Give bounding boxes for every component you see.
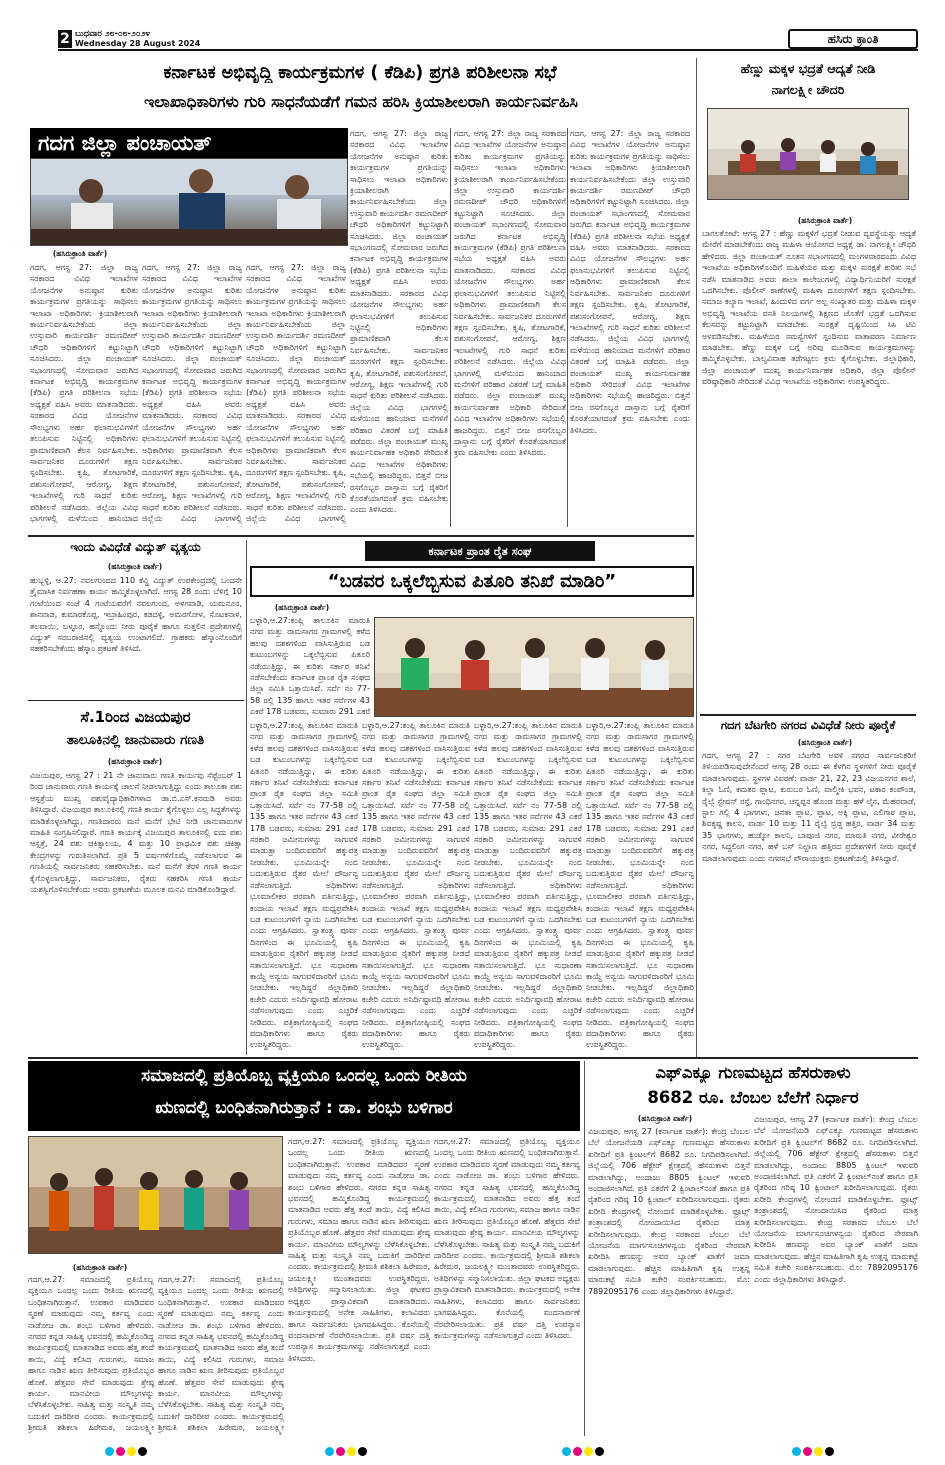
column-rule bbox=[584, 1061, 585, 1436]
section-rule bbox=[28, 1057, 918, 1059]
main-credit: (ಹಸಿರುಕ್ರಾಂತಿ ವಾರ್ತೆ) bbox=[52, 249, 108, 258]
raita-press-meet-photo bbox=[374, 617, 694, 717]
masthead bbox=[58, 29, 918, 51]
registration-marks bbox=[792, 1441, 852, 1460]
census-credit: (ಹಸಿರುಕ್ರಾಂತಿ ವಾರ್ತೆ) bbox=[107, 757, 163, 766]
women-safety-body: ಬಾಗಲಕೋಟೆ: ಆಗಸ್ಟ 27 : ಹೆಣ್ಣು ಮಕ್ಕಳಿಗೆ ಭದ್ರತೆ ನೀಡುವ ವ್ಯವಸ್ಥೆಯನ್ನು ಆದ್ಯತೆ ಮೇರೆಗೆ ಮಾಡಬೇಕೆಂದು ರಾಜ್ಯ ಮಹಿಳಾ ಆಯೋಗದ ಅಧ್ಯಕ್ಷೆ ಡಾ. ನಾಗಲಕ್ಷ್ಮೀ ಚೌಧರಿ ಹೇಳಿದರು. ಜಿಲ್ಲಾ ಪಂಚಾಯತ್ ನೂತನ ಸಭಾಂಗಣದಲ್ಲಿ ಮಂಗಳವಾರದಂದು ವಿವಿಧ ಇಲಾಖೆಯ ಅಧಿಕಾರಿಗಳೊಂದಿಗೆ ಮಹಿಳೆಯರ ಮತ್ತು ಮಕ್ಕಳ ಸುರಕ್ಷತೆ ಕುರಿತು ಸಭೆ ನಡೆಸಿ ಮಾತನಾಡಿದ ಅವರು ಶಾಲಾ ಕಾಲೇಜುಗಳಲ್ಲಿ ವಿದ್ಯಾರ್ಥಿನಿಯರಿಗೆ ಸುರಕ್ಷತೆ ಒದಗಿಸಬೇಕು. ಪೊಲೀಸ್ ಠಾಣೆಗಳಲ್ಲಿ ಮಹಿಳಾ ದೂರುಗಳಿಗೆ ತಕ್ಷಣ ಸ್ಪಂದಿಸಬೇಕು. ಸಮಾಜ ಕಲ್ಯಾಣ ಇಲಾಖೆ, ಹಿಂದುಳಿದ ವರ್ಗ ಅಲ್ಪ ಸಂಖ್ಯಾತರ ಮತ್ತು ಮಹಿಳಾ ಮಕ್ಕಳ ಅಭಿವೃದ್ಧಿ ಇಲಾಖೆಯ ವಸತಿ ನಿಲಯಗಳಲ್ಲಿ ಶಿಕ್ಷಣದ ಜೊತೆಗೆ ಭದ್ರತೆ ಒದಗಿಸುವ ಕೆಲಸವನ್ನು ಕಟ್ಟುನಿಟ್ಟಾಗಿ ಮಾಡಬೇಕು. ಸುರಕ್ಷತೆ ದೃಷ್ಟಿಯಿಂದ ಸಿಸಿ ಟಿವಿ ಅಳವಡಿಸಬೇಕು. ಮಹಿಳೆಯರ ಸಮಸ್ಯೆಗಳಿಗೆ ಸ್ಪಂದಿಸುವ ವಾತಾವರಣ ನಿರ್ಮಾಣ ಮಾಡಬೇಕು. ಹೆಣ್ಣು ಮಕ್ಕಳ ಬಗ್ಗೆ ಅರಿವು ಮೂಡಿಸುವ ಕಾರ್ಯಕ್ರಮಗಳನ್ನು ಹಮ್ಮಿಕೊಳ್ಳಬೇಕು. ಬಾಲ್ಯವಿವಾಹ ತಡೆಗಟ್ಟಲು ಕ್ರಮ ಕೈಗೊಳ್ಳಬೇಕು. ಜಿಲ್ಲಾಧಿಕಾರಿ, ಜಿಲ್ಲಾ ಪಂಚಾಯತ್ ಮುಖ್ಯ ಕಾರ್ಯನಿರ್ವಾಹಕ ಅಧಿಕಾರಿ, ಜಿಲ್ಲಾ ಪೊಲೀಸ್ ವರಿಷ್ಠಾಧಿಕಾರಿ ಸೇರಿದಂತೆ ವಿವಿಧ ಇಲಾಖೆಯ ಅಧಿಕಾರಿಗಳು ಉಪಸ್ಥಿತರಿದ್ದರು. bbox=[702, 229, 916, 387]
census-body: ವಿಜಯಪುರ, ಆಗಸ್ಟ 27 : 21 ನೇ ಜಾನುವಾರು ಗಣತಿ ಕಾರ್ಯವು ಸೆಪ್ಟೆಂಬರ್ 1 ರಿಂದ ಜಾನುವಾರು ಗಣತಿ ಕಾರ್ಯಕ್ಕೆ ಚಾಲನೆ ನೀಡಲಾಗುತ್ತಿದ್ದು ಎಂದು ತಾಲೂಕಾ ಪಶು ಆಸ್ಪತ್ರೆಯ ಮುಖ್ಯ ಪಶುವೈದ್ಯಾಧಿಕಾರಿಗಳಾದ ಡಾ.ಬಿ.ಎಸ್.ಕನಮಡಿ ಅವರು ತಿಳಿಸಿದ್ದಾರೆ. ವಿಜಯಪುರ ತಾಲೂಕಿನಲ್ಲಿ ಗಣತಿ ಕಾರ್ಯ ಕೈಗೊಳ್ಳಲು ಎಲ್ಲ ಸಿದ್ಧತೆಗಳನ್ನು ಮಾಡಿಕೊಳ್ಳಲಾಗಿದ್ದು, ಗಣತಿದಾರರು ಮನೆ ಮನೆಗೆ ಭೇಟಿ ನೀಡಿ ಜಾನುವಾರುಗಳ ಮಾಹಿತಿ ಸಂಗ್ರಹಿಸಲಿದ್ದಾರೆ. ಗಣತಿ ಕಾರ್ಯಕ್ಕೆ ವಿಜಯಪುರ ತಾಲೂಕಿನಲ್ಲಿ ಐದು ಪಶು ಆಸ್ಪತ್ರೆ, 24 ಪಶು ಚಿಕಿತ್ಸಾಲಯ, 4 ಮತ್ತು 10 ಪ್ರಾಥಮಿಕ ಪಶು ಚಿಕಿತ್ಸಾ ಕೇಂದ್ರಗಳನ್ನು ಗುರುತಿಸಲಾಗಿದೆ. ಪ್ರತಿ 5 ವರ್ಷಗಳಿಗೊಮ್ಮೆ ನಡೆಸಲಾಗುವ ಈ ಗಣತಿಯಲ್ಲಿ ಸಾರ್ವಜನಿಕರು ಸಹಕರಿಸಬೇಕು. ಮನೆ ಮನೆಗೆ ತೆರಳಿ ಗಣತಿ ಕಾರ್ಯ ಕೈಗೊಳ್ಳಲಾಗುತ್ತಿದ್ದು, ಸಾರ್ವಜನಿಕರು, ರೈತರು ಸಹಕರಿಸಿ ಗಣತಿ ಕಾರ್ಯ ಯಶಸ್ವಿಗೊಳಿಸಬೇಕೆಂದು ಅವರು ಪ್ರಕಟಣೆಯ ಮೂಲಕ ಮನವಿ ಮಾಡಿಕೊಂಡಿದ್ದಾರೆ. bbox=[30, 771, 242, 895]
water-supply-headline: ಗದಗ ಬೆಟಗೇರಿ ನಗರದ ವಿವಿಧೆಡೆ ನೀರು ಪೂರೈಕೆ bbox=[720, 718, 896, 732]
main-body-col2: ಗದಗ, ಆಗಸ್ಟ 27: ಜಿಲ್ಲಾ ರಾಜ್ಯ ಸರಕಾರದ ವಿವಿಧ ಇಲಾಖೆಗಳ ಯೋಜನೆಗಳ ಅನುಷ್ಠಾನ ಕುರಿತು ಕಾರ್ಯಕ್ರಮಗಳ ಪ್ರಗತಿಯನ್ನು ಸಾಧಿಸಲು ಇಲಾಖಾ ಅಧಿಕಾರಿಗಳು ಕ್ರಿಯಾಶೀಲರಾಗಿ ಕಾರ್ಯನಿರ್ವಹಿಸಬೇಕೆಂದು ಜಿಲ್ಲಾ ಉಸ್ತುವಾರಿ ಕಾರ್ಯದರ್ಶಿ ರಮಣದೀಪ್ ಚೌಧರಿ ಅಧಿಕಾರಿಗಳಿಗೆ ಕಟ್ಟುನಿಟ್ಟಾಗಿ ಸೂಚಿಸಿದರು. ಜಿಲ್ಲಾ ಪಂಚಾಯತ್ ಸಭಾಂಗಣದಲ್ಲಿ ಸೋಮವಾರ ಜರುಗಿದ ಕರ್ನಾಟಕ ಅಭಿವೃದ್ಧಿ ಕಾರ್ಯಕ್ರಮಗಳ (ಕೆಡಿಪಿ) ಪ್ರಗತಿ ಪರಿಶೀಲನಾ ಸಭೆಯ ಅಧ್ಯಕ್ಷತೆ ವಹಿಸಿ ಅವರು ಮಾತನಾಡಿದರು. ಸರಕಾರದ ವಿವಿಧ ಯೋಜನೆಗಳ ಸೌಲಭ್ಯಗಳು ಅರ್ಹ ಫಲಾನುಭವಿಗಳಿಗೆ ತಲುಪಿಸುವ ನಿಟ್ಟಿನಲ್ಲಿ ಅಧಿಕಾರಿಗಳು ಪ್ರಾಮಾಣಿಕವಾಗಿ ಕೆಲಸ ನಿರ್ವಹಿಸಬೇಕು. ಸಾರ್ವಜನಿಕರ ದೂರುಗಳಿಗೆ ತಕ್ಷಣ ಸ್ಪಂದಿಸಬೇಕು. ಕೃಷಿ, ತೋಟಗಾರಿಕೆ, ಪಶುಸಂಗೋಪನೆ, ಆರೋಗ್ಯ, ಶಿಕ್ಷಣ ಇಲಾಖೆಗಳಲ್ಲಿ ಗುರಿ ಸಾಧನೆ ಕುರಿತು ಪರಿಶೀಲನೆ ನಡೆಸಿದರು. ಜಿಲ್ಲೆಯ ವಿವಿಧ ಭಾಗಗಳಲ್ಲಿ bbox=[142, 263, 242, 523]
sahitya-event-photo bbox=[28, 1136, 283, 1254]
main-headline-2: ಇಲಾಖಾಧಿಕಾರಿಗಳು ಗುರಿ ಸಾಧನೆಯಡೆಗೆ ಗಮನ ಹರಿಸಿ ಕ್ರಿಯಾಶೀಲರಾಗಿ ಕಾರ್ಯನಿರ್ವಹಿಸಿ bbox=[144, 93, 578, 111]
raita-headline: “ಬಡವರ ಒಕ್ಕಲೆಬ್ಬಿಸುವ ಪಿತೂರಿ ತನಿಖೆ ಮಾಡಿರಿ” bbox=[250, 566, 694, 597]
section-rule bbox=[28, 535, 694, 537]
date-kannada: ಬುಧವಾರ ೨೮-೦೮-೨೦೨೪ bbox=[75, 29, 150, 39]
raita-kicker: ಕರ್ನಾಟಕ ಪ್ರಾಂತ ರೈತ ಸಂಘ bbox=[365, 541, 595, 561]
column-rule bbox=[567, 128, 568, 527]
census-headline-1: ಸೆ.1ರಿಂದ ವಿಜಯಪುರ bbox=[80, 708, 191, 726]
raita-body-col3: ಬಳ್ಳಾರಿ,ಆ.27:ಕಂಪ್ಲಿ ತಾಲೂಕಿನ ಮಾರುತಿ ನಗರ ಮತ್ತು ರಾಮಸಾಗರ ಗ್ರಾಮಗಳಲ್ಲಿ ಕಳೆದ ಹಲವು ದಶಕಗಳಿಂದ ವಾಸಿಸುತ್ತಿರುವ ಬಡ ಕುಟುಂಬಗಳನ್ನು ಒಕ್ಕಲೆಬ್ಬಿಸುವ ಪಿತೂರಿ ನಡೆಯುತ್ತಿದ್ದು, ಈ ಕುರಿತು ಸರ್ಕಾರ ತನಿಖೆ ನಡೆಸಬೇಕೆಂದು ಕರ್ನಾಟಕ ಪ್ರಾಂತ ರೈತ ಸಂಘದ ಜಿಲ್ಲಾ ಸಮಿತಿ ಒತ್ತಾಯಿಸಿದೆ. ಸರ್ವೆ ನಂ 77-58 ರಲ್ಲಿ 135 ಹಾಗೂ ಇತರ ಸರ್ವೆಗಳ 43 ಎಕರೆ 178 ಬಡವರು, ಸುಮಾರು 291 ಎಕರೆ ಸರಕಾರಿ ಜಮೀನುಗಳನ್ನು ಸಾಗುವಳಿ ಮಾಡುತ್ತಾ ಬಂದಿರುವವರಿಗೆ ಹಕ್ಕುಪತ್ರ ನೀಡಬೇಕು. ಭೂಮಿಯನ್ನೇ ನಂಬಿ ಬದುಕುತ್ತಿರುವ ರೈತರ ಮೇಲೆ ದೌರ್ಜನ್ಯ ನಡೆಸಲಾಗುತ್ತಿದೆ. ಅಧಿಕಾರಿಗಳು ಭೂಮಾಲೀಕರ ಪರವಾಗಿ ವರ್ತಿಸುತ್ತಿದ್ದು, ಕಂದಾಯ ಇಲಾಖೆ ತಕ್ಷಣ ಮಧ್ಯಪ್ರವೇಶಿಸಿ ಬಡ ಕುಟುಂಬಗಳಿಗೆ ನ್ಯಾಯ ಒದಗಿಸಬೇಕು ಎಂದು ಆಗ್ರಹಿಸಿದರು. ಸ್ವಾತಂತ್ರ್ಯ ಪೂರ್ವ ದಿನಗಳಿಂದ ಈ ಭೂಮಿಯಲ್ಲಿ ಕೃಷಿ ಮಾಡುತ್ತಿರುವ ರೈತರಿಗೆ ಹಕ್ಕುಪತ್ರ ನೀಡದೆ ಸತಾಯಿಸಲಾಗುತ್ತಿದೆ. ಭೂ ಸುಧಾರಣಾ ಕಾಯ್ದೆ ಅನ್ವಯ ಸಾಗುವಳಿದಾರರಿಗೆ ಭೂಮಿ ನೀಡಬೇಕು. ಇಲ್ಲದಿದ್ದರೆ ಜಿಲ್ಲಾಧಿಕಾರಿ ಕಚೇರಿ ಎದುರು ಅನಿರ್ದಿಷ್ಟಾವಧಿ ಹೋರಾಟ ನಡೆಸಲಾಗುವುದು ಎಂದು ಎಚ್ಚರಿಕೆ ನೀಡಿದರು. ಪತ್ರಿಕಾಗೋಷ್ಠಿಯಲ್ಲಿ ಸಂಘದ ಪದಾಧಿಕಾರಿಗಳು ಹಾಗೂ ರೈತರು ಉಪಸ್ಥಿತರಿದ್ದರು. bbox=[362, 721, 470, 1050]
registration-marks bbox=[325, 1441, 385, 1460]
main-body-col5: ಗದಗ, ಆಗಸ್ಟ 27: ಜಿಲ್ಲಾ ರಾಜ್ಯ ಸರಕಾರದ ವಿವಿಧ ಇಲಾಖೆಗಳ ಯೋಜನೆಗಳ ಅನುಷ್ಠಾನ ಕುರಿತು ಕಾರ್ಯಕ್ರಮಗಳ ಪ್ರಗತಿಯನ್ನು ಸಾಧಿಸಲು ಇಲಾಖಾ ಅಧಿಕಾರಿಗಳು ಕ್ರಿಯಾಶೀಲರಾಗಿ ಕಾರ್ಯನಿರ್ವಹಿಸಬೇಕೆಂದು ಜಿಲ್ಲಾ ಉಸ್ತುವಾರಿ ಕಾರ್ಯದರ್ಶಿ ರಮಣದೀಪ್ ಚೌಧರಿ ಅಧಿಕಾರಿಗಳಿಗೆ ಕಟ್ಟುನಿಟ್ಟಾಗಿ ಸೂಚಿಸಿದರು. ಜಿಲ್ಲಾ ಪಂಚಾಯತ್ ಸಭಾಂಗಣದಲ್ಲಿ ಸೋಮವಾರ ಜರುಗಿದ ಕರ್ನಾಟಕ ಅಭಿವೃದ್ಧಿ ಕಾರ್ಯಕ್ರಮಗಳ (ಕೆಡಿಪಿ) ಪ್ರಗತಿ ಪರಿಶೀಲನಾ ಸಭೆಯ ಅಧ್ಯಕ್ಷತೆ ವಹಿಸಿ ಅವರು ಮಾತನಾಡಿದರು. ಸರಕಾರದ ವಿವಿಧ ಯೋಜನೆಗಳ ಸೌಲಭ್ಯಗಳು ಅರ್ಹ ಫಲಾನುಭವಿಗಳಿಗೆ ತಲುಪಿಸುವ ನಿಟ್ಟಿನಲ್ಲಿ ಅಧಿಕಾರಿಗಳು ಪ್ರಾಮಾಣಿಕವಾಗಿ ಕೆಲಸ ನಿರ್ವಹಿಸಬೇಕು. ಸಾರ್ವಜನಿಕರ ದೂರುಗಳಿಗೆ ತಕ್ಷಣ ಸ್ಪಂದಿಸಬೇಕು. ಕೃಷಿ, ತೋಟಗಾರಿಕೆ, ಪಶುಸಂಗೋಪನೆ, ಆರೋಗ್ಯ, ಶಿಕ್ಷಣ ಇಲಾಖೆಗಳಲ್ಲಿ ಗುರಿ ಸಾಧನೆ ಕುರಿತು ಪರಿಶೀಲನೆ ನಡೆಸಿದರು. ಜಿಲ್ಲೆಯ ವಿವಿಧ ಭಾಗಗಳಲ್ಲಿ ಮಳೆಯಿಂದ ಹಾನಿಯಾದ ಮನೆಗಳಿಗೆ ಪರಿಹಾರ ವಿತರಣೆ ಬಗ್ಗೆ ಮಾಹಿತಿ ಪಡೆದರು. ಜಿಲ್ಲಾ ಪಂಚಾಯತ್ ಮುಖ್ಯ ಕಾರ್ಯನಿರ್ವಾಹಕ ಅಧಿಕಾರಿ ಸೇರಿದಂತೆ ವಿವಿಧ ಇಲಾಖೆಗಳ ಅಧಿಕಾರಿಗಳು ಸಭೆಯಲ್ಲಿ ಹಾಜರಿದ್ದರು. ಬಿತ್ತನೆ ಬೀಜ ರಸಗೊಬ್ಬರ ದಾಸ್ತಾನು ಬಗ್ಗೆ ರೈತರಿಗೆ ಕೊರತೆಯಾಗದಂತೆ ಕ್ರಮ ವಹಿಸಬೇಕು ಎಂದು ತಿಳಿಸಿದರು. bbox=[454, 129, 566, 458]
baligar-headline-2: ಋಣದಲ್ಲಿ ಬಂಧಿತನಾಗಿರುತ್ತಾನೆ : ಡಾ. ಶಂಭು ಬಳಿಗಾರ bbox=[155, 1098, 453, 1118]
column-rule bbox=[696, 58, 697, 1058]
census-headline-2: ತಾಲೂಕಿನಲ್ಲಿ ಜಾನುವಾರು ಗಣತಿ bbox=[66, 732, 205, 748]
raita-credit: (ಹಸಿರುಕ್ರಾಂತಿ ವಾರ್ತೆ) bbox=[274, 603, 330, 612]
section-rule bbox=[28, 700, 244, 701]
main-body-col6: ಗದಗ, ಆಗಸ್ಟ 27: ಜಿಲ್ಲಾ ರಾಜ್ಯ ಸರಕಾರದ ವಿವಿಧ ಇಲಾಖೆಗಳ ಯೋಜನೆಗಳ ಅನುಷ್ಠಾನ ಕುರಿತು ಕಾರ್ಯಕ್ರಮಗಳ ಪ್ರಗತಿಯನ್ನು ಸಾಧಿಸಲು ಇಲಾಖಾ ಅಧಿಕಾರಿಗಳು ಕ್ರಿಯಾಶೀಲರಾಗಿ ಕಾರ್ಯನಿರ್ವಹಿಸಬೇಕೆಂದು ಜಿಲ್ಲಾ ಉಸ್ತುವಾರಿ ಕಾರ್ಯದರ್ಶಿ ರಮಣದೀಪ್ ಚೌಧರಿ ಅಧಿಕಾರಿಗಳಿಗೆ ಕಟ್ಟುನಿಟ್ಟಾಗಿ ಸೂಚಿಸಿದರು. ಜಿಲ್ಲಾ ಪಂಚಾಯತ್ ಸಭಾಂಗಣದಲ್ಲಿ ಸೋಮವಾರ ಜರುಗಿದ ಕರ್ನಾಟಕ ಅಭಿವೃದ್ಧಿ ಕಾರ್ಯಕ್ರಮಗಳ (ಕೆಡಿಪಿ) ಪ್ರಗತಿ ಪರಿಶೀಲನಾ ಸಭೆಯ ಅಧ್ಯಕ್ಷತೆ ವಹಿಸಿ ಅವರು ಮಾತನಾಡಿದರು. ಸರಕಾರದ ವಿವಿಧ ಯೋಜನೆಗಳ ಸೌಲಭ್ಯಗಳು ಅರ್ಹ ಫಲಾನುಭವಿಗಳಿಗೆ ತಲುಪಿಸುವ ನಿಟ್ಟಿನಲ್ಲಿ ಅಧಿಕಾರಿಗಳು ಪ್ರಾಮಾಣಿಕವಾಗಿ ಕೆಲಸ ನಿರ್ವಹಿಸಬೇಕು. ಸಾರ್ವಜನಿಕರ ದೂರುಗಳಿಗೆ ತಕ್ಷಣ ಸ್ಪಂದಿಸಬೇಕು. ಕೃಷಿ, ತೋಟಗಾರಿಕೆ, ಪಶುಸಂಗೋಪನೆ, ಆರೋಗ್ಯ, ಶಿಕ್ಷಣ ಇಲಾಖೆಗಳಲ್ಲಿ ಗುರಿ ಸಾಧನೆ ಕುರಿತು ಪರಿಶೀಲನೆ ನಡೆಸಿದರು. ಜಿಲ್ಲೆಯ ವಿವಿಧ ಭಾಗಗಳಲ್ಲಿ ಮಳೆಯಿಂದ ಹಾನಿಯಾದ ಮನೆಗಳಿಗೆ ಪರಿಹಾರ ವಿತರಣೆ ಬಗ್ಗೆ ಮಾಹಿತಿ ಪಡೆದರು. ಜಿಲ್ಲಾ ಪಂಚಾಯತ್ ಮುಖ್ಯ ಕಾರ್ಯನಿರ್ವಾಹಕ ಅಧಿಕಾರಿ ಸೇರಿದಂತೆ ವಿವಿಧ ಇಲಾಖೆಗಳ ಅಧಿಕಾರಿಗಳು ಸಭೆಯಲ್ಲಿ ಹಾಜರಿದ್ದರು. ಬಿತ್ತನೆ ಬೀಜ ರಸಗೊಬ್ಬರ ದಾಸ್ತಾನು ಬಗ್ಗೆ ರೈತರಿಗೆ ಕೊರತೆಯಾಗದಂತೆ ಕ್ರಮ ವಹಿಸಬೇಕು ಎಂದು ತಿಳಿಸಿದರು. bbox=[570, 129, 690, 435]
baligar-credit: (ಹಸಿರುಕ್ರಾಂತಿ ವಾರ್ತೆ) bbox=[72, 1263, 128, 1272]
power-outage-headline: ಇಂದು ವಿವಿಧೆಡೆ ವಿದ್ಯುತ್ ವ್ಯತ್ಯಯ bbox=[70, 540, 201, 554]
baligar-body-col2: ಗದಗ,ಆ.27: ಸಮಾಜದಲ್ಲಿ ಪ್ರತಿಯೊಬ್ಬ ವ್ಯಕ್ತಿಯೂ ಒಂದಲ್ಲ ಒಂದು ರೀತಿಯ ಋಣದಲ್ಲಿ ಬಂಧಿತನಾಗಿರುತ್ತಾನೆ. ಉಪಕಾರ ಮಾಡಿದವರ ಸ್ಮರಣೆ ಮಾಡುವುದು ನಮ್ಮ ಕರ್ತವ್ಯ ಎಂದು ನಾಡೋಜ ಡಾ. ಶಂಭು ಬಳಿಗಾರ ಹೇಳಿದರು. ನಗರದ ಕನ್ನಡ ಸಾಹಿತ್ಯ ಭವನದಲ್ಲಿ ಹಮ್ಮಿಕೊಂಡಿದ್ದ ಕಾರ್ಯಕ್ರಮದಲ್ಲಿ ಮಾತನಾಡಿದ ಅವರು ಹೆತ್ತ ತಂದೆ ತಾಯಿ, ವಿದ್ಯೆ ಕಲಿಸಿದ ಗುರುಗಳು, ಸಮಾಜ ಹಾಗೂ ನಾಡಿನ ಋಣ ತೀರಿಸುವುದು ಪ್ರತಿಯೊಬ್ಬರ ಹೊಣೆ. ಹೆತ್ತವರ ಸೇವೆ ಮಾಡುವುದು ಶ್ರೇಷ್ಠ ಕಾರ್ಯ. ಮಾನವೀಯ ಮೌಲ್ಯಗಳನ್ನು ಬೆಳೆಸಿಕೊಳ್ಳಬೇಕು. ಸಾಹಿತ್ಯ ಮತ್ತು ಸಂಸ್ಕೃತಿ ನಮ್ಮ ಬದುಕಿಗೆ ದಾರಿದೀಪ ಎಂದರು. ಕಾರ್ಯಕ್ರಮದಲ್ಲಿ ಶ್ರೀಮತಿ ಶಶಿಕಲಾ ಹಿರೇಮಠ, ಜಯಲಕ್ಷ್ಮೀ bbox=[158, 1275, 284, 1433]
baligar-body-col4: ಗದಗ,ಆ.27: ಸಮಾಜದಲ್ಲಿ ಪ್ರತಿಯೊಬ್ಬ ವ್ಯಕ್ತಿಯೂ ಒಂದಲ್ಲ ಒಂದು ರೀತಿಯ ಋಣದಲ್ಲಿ ಬಂಧಿತನಾಗಿರುತ್ತಾನೆ. ಉಪಕಾರ ಮಾಡಿದವರ ಸ್ಮರಣೆ ಮಾಡುವುದು ನಮ್ಮ ಕರ್ತವ್ಯ ಎಂದು ನಾಡೋಜ ಡಾ. ಶಂಭು ಬಳಿಗಾರ ಹೇಳಿದರು. ನಗರದ ಕನ್ನಡ ಸಾಹಿತ್ಯ ಭವನದಲ್ಲಿ ಹಮ್ಮಿಕೊಂಡಿದ್ದ ಕಾರ್ಯಕ್ರಮದಲ್ಲಿ ಮಾತನಾಡಿದ ಅವರು ಹೆತ್ತ ತಂದೆ ತಾಯಿ, ವಿದ್ಯೆ ಕಲಿಸಿದ ಗುರುಗಳು, ಸಮಾಜ ಹಾಗೂ ನಾಡಿನ ಋಣ ತೀರಿಸುವುದು ಪ್ರತಿಯೊಬ್ಬರ ಹೊಣೆ. ಹೆತ್ತವರ ಸೇವೆ ಮಾಡುವುದು ಶ್ರೇಷ್ಠ ಕಾರ್ಯ. ಮಾನವೀಯ ಮೌಲ್ಯಗಳನ್ನು ಬೆಳೆಸಿಕೊಳ್ಳಬೇಕು. ಸಾಹಿತ್ಯ ಮತ್ತು ಸಂಸ್ಕೃತಿ ನಮ್ಮ ಬದುಕಿಗೆ ದಾರಿದೀಪ ಎಂದರು. ಕಾರ್ಯಕ್ರಮದಲ್ಲಿ ಶ್ರೀಮತಿ ಶಶಿಕಲಾ ಹಿರೇಮಠ, ಜಯಲಕ್ಷ್ಮೀ ಮುಂತಾದವರು ಉಪಸ್ಥಿತರಿದ್ದರು. ಅತಿಥಿಗಳನ್ನು ಸನ್ಮಾನಿಸಲಾಯಿತು. ಜಿಲ್ಲಾ ಘಟಕದ ಅಧ್ಯಕ್ಷರು ಪ್ರಾಸ್ತಾವಿಕವಾಗಿ ಮಾತನಾಡಿದರು. ಕಾರ್ಯಕ್ರಮದಲ್ಲಿ ಅನೇಕ ಸಾಹಿತಿಗಳು, ಕಲಾವಿದರು ಹಾಗೂ ಸಾರ್ವಜನಿಕರು ಭಾಗವಹಿಸಿದ್ದರು. ಕೊನೆಯಲ್ಲಿ ವಂದನಾರ್ಪಣೆ ನೆರವೇರಿಸಲಾಯಿತು. ಪ್ರತಿ ವರ್ಷ ದತ್ತಿ ಉಪನ್ಯಾಸ ಕಾರ್ಯಕ್ರಮಗಳನ್ನು ನಡೆಸಲಾಗುತ್ತದೆ ಎಂದು ತಿಳಿಸಿದರು. bbox=[434, 1137, 580, 1340]
msp-body-col2: ವಿಜಯಪುರ, ಆಗಸ್ಟ 27 (ಕರ್ನಾಟಕ ವಾರ್ತೆ): ಕೇಂದ್ರ ಬೆಂಬಲ ಬೆಲೆ ಯೋಜನೆಯಡಿ ಎಫ್‌ಎಕ್ಯೂ ಗುಣಮಟ್ಟದ ಹೆಸರುಕಾಳು ಖರೀದಿಗೆ ಪ್ರತಿ ಕ್ವಿಂಟಲ್‌ಗೆ 8682 ರೂ. ನಿಗದಿಪಡಿಸಲಾಗಿದೆ. ಜಿಲ್ಲೆಯಲ್ಲಿ 706 ಹೆಕ್ಟೇರ್ ಕ್ಷೇತ್ರದಲ್ಲಿ ಹೆಸರುಕಾಳು ಬಿತ್ತನೆ ಮಾಡಲಾಗಿದ್ದು, ಅಂದಾಜು 8805 ಕ್ವಿಂಟಲ್ ಇಳುವರಿ ಅಂದಾಜಿಸಲಾಗಿದೆ. ಪ್ರತಿ ಎಕರೆಗೆ 2 ಕ್ವಿಂಟಾಲ್‌ನಂತೆ ಹಾಗೂ ಪ್ರತಿ ರೈತರಿಂದ ಗರಿಷ್ಠ 10 ಕ್ವಿಂಟಾಲ್ ಖರೀದಿಸಲಾಗುವುದು. ರೈತರು ಖರೀದಿ ಕೇಂದ್ರಗಳಲ್ಲಿ ನೋಂದಣಿ ಮಾಡಿಕೊಳ್ಳಬೇಕು. ಫ್ರೂಟ್ಸ್ ತಂತ್ರಾಂಶದಲ್ಲಿ ನೋಂದಾಯಿಸಿದ ರೈತರಿಂದ ಮಾತ್ರ ಖರೀದಿಸಲಾಗುವುದು. ಕೇಂದ್ರ ಸರಕಾರದ ಬೆಂಬಲ ಬೆಲೆ ಯೋಜನೆಯ ಮಾರ್ಗಸೂಚಿಗಳನ್ವಯ ರೈತರಿಂದ ನೇರವಾಗಿ ಖರೀದಿಸಿ ಹಣವನ್ನು ಅವರ ಬ್ಯಾಂಕ್ ಖಾತೆಗೆ ಜಮಾ ಮಾಡಲಾಗುವುದು. ಹೆಚ್ಚಿನ ಮಾಹಿತಿಗಾಗಿ ಕೃಷಿ ಉತ್ಪನ್ನ ಮಾರುಕಟ್ಟೆ ಸಮಿತಿ ಕಚೇರಿ ಸಂಪರ್ಕಿಸಬಹುದು. ಮೊ: 7892095176 ಎಂದು ಜಿಲ್ಲಾಧಿಕಾರಿಗಳು ತಿಳಿಸಿದ್ದಾರೆ. bbox=[754, 1115, 918, 1284]
main-body-col3: ಗದಗ, ಆಗಸ್ಟ 27: ಜಿಲ್ಲಾ ರಾಜ್ಯ ಸರಕಾರದ ವಿವಿಧ ಇಲಾಖೆಗಳ ಯೋಜನೆಗಳ ಅನುಷ್ಠಾನ ಕುರಿತು ಕಾರ್ಯಕ್ರಮಗಳ ಪ್ರಗತಿಯನ್ನು ಸಾಧಿಸಲು ಇಲಾಖಾ ಅಧಿಕಾರಿಗಳು ಕ್ರಿಯಾಶೀಲರಾಗಿ ಕಾರ್ಯನಿರ್ವಹಿಸಬೇಕೆಂದು ಜಿಲ್ಲಾ ಉಸ್ತುವಾರಿ ಕಾರ್ಯದರ್ಶಿ ರಮಣದೀಪ್ ಚೌಧರಿ ಅಧಿಕಾರಿಗಳಿಗೆ ಕಟ್ಟುನಿಟ್ಟಾಗಿ ಸೂಚಿಸಿದರು. ಜಿಲ್ಲಾ ಪಂಚಾಯತ್ ಸಭಾಂಗಣದಲ್ಲಿ ಸೋಮವಾರ ಜರುಗಿದ ಕರ್ನಾಟಕ ಅಭಿವೃದ್ಧಿ ಕಾರ್ಯಕ್ರಮಗಳ (ಕೆಡಿಪಿ) ಪ್ರಗತಿ ಪರಿಶೀಲನಾ ಸಭೆಯ ಅಧ್ಯಕ್ಷತೆ ವಹಿಸಿ ಅವರು ಮಾತನಾಡಿದರು. ಸರಕಾರದ ವಿವಿಧ ಯೋಜನೆಗಳ ಸೌಲಭ್ಯಗಳು ಅರ್ಹ ಫಲಾನುಭವಿಗಳಿಗೆ ತಲುಪಿಸುವ ನಿಟ್ಟಿನಲ್ಲಿ ಅಧಿಕಾರಿಗಳು ಪ್ರಾಮಾಣಿಕವಾಗಿ ಕೆಲಸ ನಿರ್ವಹಿಸಬೇಕು. ಸಾರ್ವಜನಿಕರ ದೂರುಗಳಿಗೆ ತಕ್ಷಣ ಸ್ಪಂದಿಸಬೇಕು. ಕೃಷಿ, ತೋಟಗಾರಿಕೆ, ಪಶುಸಂಗೋಪನೆ, ಆರೋಗ್ಯ, ಶಿಕ್ಷಣ ಇಲಾಖೆಗಳಲ್ಲಿ ಗುರಿ ಸಾಧನೆ ಕುರಿತು ಪರಿಶೀಲನೆ ನಡೆಸಿದರು. ಜಿಲ್ಲೆಯ ವಿವಿಧ ಭಾಗಗಳಲ್ಲಿ bbox=[246, 263, 346, 523]
column-rule bbox=[450, 128, 451, 527]
raita-body-col4: ಬಳ್ಳಾರಿ,ಆ.27:ಕಂಪ್ಲಿ ತಾಲೂಕಿನ ಮಾರುತಿ ನಗರ ಮತ್ತು ರಾಮಸಾಗರ ಗ್ರಾಮಗಳಲ್ಲಿ ಕಳೆದ ಹಲವು ದಶಕಗಳಿಂದ ವಾಸಿಸುತ್ತಿರುವ ಬಡ ಕುಟುಂಬಗಳನ್ನು ಒಕ್ಕಲೆಬ್ಬಿಸುವ ಪಿತೂರಿ ನಡೆಯುತ್ತಿದ್ದು, ಈ ಕುರಿತು ಸರ್ಕಾರ ತನಿಖೆ ನಡೆಸಬೇಕೆಂದು ಕರ್ನಾಟಕ ಪ್ರಾಂತ ರೈತ ಸಂಘದ ಜಿಲ್ಲಾ ಸಮಿತಿ ಒತ್ತಾಯಿಸಿದೆ. ಸರ್ವೆ ನಂ 77-58 ರಲ್ಲಿ 135 ಹಾಗೂ ಇತರ ಸರ್ವೆಗಳ 43 ಎಕರೆ 178 ಬಡವರು, ಸುಮಾರು 291 ಎಕರೆ ಸರಕಾರಿ ಜಮೀನುಗಳನ್ನು ಸಾಗುವಳಿ ಮಾಡುತ್ತಾ ಬಂದಿರುವವರಿಗೆ ಹಕ್ಕುಪತ್ರ ನೀಡಬೇಕು. ಭೂಮಿಯನ್ನೇ ನಂಬಿ ಬದುಕುತ್ತಿರುವ ರೈತರ ಮೇಲೆ ದೌರ್ಜನ್ಯ ನಡೆಸಲಾಗುತ್ತಿದೆ. ಅಧಿಕಾರಿಗಳು ಭೂಮಾಲೀಕರ ಪರವಾಗಿ ವರ್ತಿಸುತ್ತಿದ್ದು, ಕಂದಾಯ ಇಲಾಖೆ ತಕ್ಷಣ ಮಧ್ಯಪ್ರವೇಶಿಸಿ ಬಡ ಕುಟುಂಬಗಳಿಗೆ ನ್ಯಾಯ ಒದಗಿಸಬೇಕು ಎಂದು ಆಗ್ರಹಿಸಿದರು. ಸ್ವಾತಂತ್ರ್ಯ ಪೂರ್ವ ದಿನಗಳಿಂದ ಈ ಭೂಮಿಯಲ್ಲಿ ಕೃಷಿ ಮಾಡುತ್ತಿರುವ ರೈತರಿಗೆ ಹಕ್ಕುಪತ್ರ ನೀಡದೆ ಸತಾಯಿಸಲಾಗುತ್ತಿದೆ. ಭೂ ಸುಧಾರಣಾ ಕಾಯ್ದೆ ಅನ್ವಯ ಸಾಗುವಳಿದಾರರಿಗೆ ಭೂಮಿ ನೀಡಬೇಕು. ಇಲ್ಲದಿದ್ದರೆ ಜಿಲ್ಲಾಧಿಕಾರಿ ಕಚೇರಿ ಎದುರು ಅನಿರ್ದಿಷ್ಟಾವಧಿ ಹೋರಾಟ ನಡೆಸಲಾಗುವುದು ಎಂದು ಎಚ್ಚರಿಕೆ ನೀಡಿದರು. ಪತ್ರಿಕಾಗೋಷ್ಠಿಯಲ್ಲಿ ಸಂಘದ ಪದಾಧಿಕಾರಿಗಳು ಹಾಗೂ ರೈತರು ಉಪಸ್ಥಿತರಿದ್ದರು. bbox=[474, 721, 582, 1050]
registration-marks bbox=[105, 1441, 165, 1460]
column-rule bbox=[246, 540, 247, 1055]
msp-body-col1: ವಿಜಯಪುರ, ಆಗಸ್ಟ 27 (ಕರ್ನಾಟಕ ವಾರ್ತೆ): ಕೇಂದ್ರ ಬೆಂಬಲ ಬೆಲೆ ಯೋಜನೆಯಡಿ ಎಫ್‌ಎಕ್ಯೂ ಗುಣಮಟ್ಟದ ಹೆಸರುಕಾಳು ಖರೀದಿಗೆ ಪ್ರತಿ ಕ್ವಿಂಟಲ್‌ಗೆ 8682 ರೂ. ನಿಗದಿಪಡಿಸಲಾಗಿದೆ. ಜಿಲ್ಲೆಯಲ್ಲಿ 706 ಹೆಕ್ಟೇರ್ ಕ್ಷೇತ್ರದಲ್ಲಿ ಹೆಸರುಕಾಳು ಬಿತ್ತನೆ ಮಾಡಲಾಗಿದ್ದು, ಅಂದಾಜು 8805 ಕ್ವಿಂಟಲ್ ಇಳುವರಿ ಅಂದಾಜಿಸಲಾಗಿದೆ. ಪ್ರತಿ ಎಕರೆಗೆ 2 ಕ್ವಿಂಟಾಲ್‌ನಂತೆ ಹಾಗೂ ಪ್ರತಿ ರೈತರಿಂದ ಗರಿಷ್ಠ 10 ಕ್ವಿಂಟಾಲ್ ಖರೀದಿಸಲಾಗುವುದು. ರೈತರು ಖರೀದಿ ಕೇಂದ್ರಗಳಲ್ಲಿ ನೋಂದಣಿ ಮಾಡಿಕೊಳ್ಳಬೇಕು. ಫ್ರೂಟ್ಸ್ ತಂತ್ರಾಂಶದಲ್ಲಿ ನೋಂದಾಯಿಸಿದ ರೈತರಿಂದ ಮಾತ್ರ ಖರೀದಿಸಲಾಗುವುದು. ಕೇಂದ್ರ ಸರಕಾರದ ಬೆಂಬಲ ಬೆಲೆ ಯೋಜನೆಯ ಮಾರ್ಗಸೂಚಿಗಳನ್ವಯ ರೈತರಿಂದ ನೇರವಾಗಿ ಖರೀದಿಸಿ ಹಣವನ್ನು ಅವರ ಬ್ಯಾಂಕ್ ಖಾತೆಗೆ ಜಮಾ ಮಾಡಲಾಗುವುದು. ಹೆಚ್ಚಿನ ಮಾಹಿತಿಗಾಗಿ ಕೃಷಿ ಉತ್ಪನ್ನ ಮಾರುಕಟ್ಟೆ ಸಮಿತಿ ಕಚೇರಿ ಸಂಪರ್ಕಿಸಬಹುದು. ಮೊ: 7892095176 ಎಂದು ಜಿಲ್ಲಾಧಿಕಾರಿಗಳು ತಿಳಿಸಿದ್ದಾರೆ. bbox=[588, 1127, 750, 1296]
baligar-body-col1: ಗದಗ,ಆ.27: ಸಮಾಜದಲ್ಲಿ ಪ್ರತಿಯೊಬ್ಬ ವ್ಯಕ್ತಿಯೂ ಒಂದಲ್ಲ ಒಂದು ರೀತಿಯ ಋಣದಲ್ಲಿ ಬಂಧಿತನಾಗಿರುತ್ತಾನೆ. ಉಪಕಾರ ಮಾಡಿದವರ ಸ್ಮರಣೆ ಮಾಡುವುದು ನಮ್ಮ ಕರ್ತವ್ಯ ಎಂದು ನಾಡೋಜ ಡಾ. ಶಂಭು ಬಳಿಗಾರ ಹೇಳಿದರು. ನಗರದ ಕನ್ನಡ ಸಾಹಿತ್ಯ ಭವನದಲ್ಲಿ ಹಮ್ಮಿಕೊಂಡಿದ್ದ ಕಾರ್ಯಕ್ರಮದಲ್ಲಿ ಮಾತನಾಡಿದ ಅವರು ಹೆತ್ತ ತಂದೆ ತಾಯಿ, ವಿದ್ಯೆ ಕಲಿಸಿದ ಗುರುಗಳು, ಸಮಾಜ ಹಾಗೂ ನಾಡಿನ ಋಣ ತೀರಿಸುವುದು ಪ್ರತಿಯೊಬ್ಬರ ಹೊಣೆ. ಹೆತ್ತವರ ಸೇವೆ ಮಾಡುವುದು ಶ್ರೇಷ್ಠ ಕಾರ್ಯ. ಮಾನವೀಯ ಮೌಲ್ಯಗಳನ್ನು ಬೆಳೆಸಿಕೊಳ್ಳಬೇಕು. ಸಾಹಿತ್ಯ ಮತ್ತು ಸಂಸ್ಕೃತಿ ನಮ್ಮ ಬದುಕಿಗೆ ದಾರಿದೀಪ ಎಂದರು. ಕಾರ್ಯಕ್ರಮದಲ್ಲಿ ಶ್ರೀಮತಿ ಶಶಿಕಲಾ ಹಿರೇಮಠ, ಜಯಲಕ್ಷ್ಮೀ bbox=[28, 1275, 154, 1433]
main-headline-1: ಕರ್ನಾಟಕ ಅಭಿವೃದ್ಧಿ ಕಾರ್ಯಕ್ರಮಗಳ ( ಕೆಡಿಪಿ) ಪ್ರಗತಿ ಪರಿಶೀಲನಾ ಸಭೆ bbox=[163, 63, 557, 83]
msp-headline-1: ಎಫ್‌ಎಕ್ಯೂ ಗುಣಮಟ್ಟದ ಹೆಸರುಕಾಳು bbox=[655, 1063, 851, 1082]
baligar-headline-1: ಸಮಾಜದಲ್ಲಿ ಪ್ರತಿಯೊಬ್ಬ ವ್ಯಕ್ತಿಯೂ ಒಂದಲ್ಲ ಒಂದು ರೀತಿಯ bbox=[141, 1066, 467, 1086]
women-commission-meeting-photo bbox=[707, 108, 909, 200]
baligar-body-col3: ಗದಗ,ಆ.27: ಸಮಾಜದಲ್ಲಿ ಪ್ರತಿಯೊಬ್ಬ ವ್ಯಕ್ತಿಯೂ ಒಂದಲ್ಲ ಒಂದು ರೀತಿಯ ಋಣದಲ್ಲಿ ಬಂಧಿತನಾಗಿರುತ್ತಾನೆ. ಉಪಕಾರ ಮಾಡಿದವರ ಸ್ಮರಣೆ ಮಾಡುವುದು ನಮ್ಮ ಕರ್ತವ್ಯ ಎಂದು ನಾಡೋಜ ಡಾ. ಶಂಭು ಬಳಿಗಾರ ಹೇಳಿದರು. ನಗರದ ಕನ್ನಡ ಸಾಹಿತ್ಯ ಭವನದಲ್ಲಿ ಹಮ್ಮಿಕೊಂಡಿದ್ದ ಕಾರ್ಯಕ್ರಮದಲ್ಲಿ ಮಾತನಾಡಿದ ಅವರು ಹೆತ್ತ ತಂದೆ ತಾಯಿ, ವಿದ್ಯೆ ಕಲಿಸಿದ ಗುರುಗಳು, ಸಮಾಜ ಹಾಗೂ ನಾಡಿನ ಋಣ ತೀರಿಸುವುದು ಪ್ರತಿಯೊಬ್ಬರ ಹೊಣೆ. ಹೆತ್ತವರ ಸೇವೆ ಮಾಡುವುದು ಶ್ರೇಷ್ಠ ಕಾರ್ಯ. ಮಾನವೀಯ ಮೌಲ್ಯಗಳನ್ನು ಬೆಳೆಸಿಕೊಳ್ಳಬೇಕು. ಸಾಹಿತ್ಯ ಮತ್ತು ಸಂಸ್ಕೃತಿ ನಮ್ಮ ಬದುಕಿಗೆ ದಾರಿದೀಪ ಎಂದರು. ಕಾರ್ಯಕ್ರಮದಲ್ಲಿ ಶ್ರೀಮತಿ ಶಶಿಕಲಾ ಹಿರೇಮಠ, ಜಯಲಕ್ಷ್ಮೀ ಮುಂತಾದವರು ಉಪಸ್ಥಿತರಿದ್ದರು. ಅತಿಥಿಗಳನ್ನು ಸನ್ಮಾನಿಸಲಾಯಿತು. ಜಿಲ್ಲಾ ಘಟಕದ ಅಧ್ಯಕ್ಷರು ಪ್ರಾಸ್ತಾವಿಕವಾಗಿ ಮಾತನಾಡಿದರು. ಕಾರ್ಯಕ್ರಮದಲ್ಲಿ ಅನೇಕ ಸಾಹಿತಿಗಳು, ಕಲಾವಿದರು ಹಾಗೂ ಸಾರ್ವಜನಿಕರು ಭಾಗವಹಿಸಿದ್ದರು. ಕೊನೆಯಲ್ಲಿ ವಂದನಾರ್ಪಣೆ ನೆರವೇರಿಸಲಾಯಿತು. ಪ್ರತಿ ವರ್ಷ ದತ್ತಿ ಉಪನ್ಯಾಸ ಕಾರ್ಯಕ್ರಮಗಳನ್ನು ನಡೆಸಲಾಗುತ್ತದೆ ಎಂದು ತಿಳಿಸಿದರು. bbox=[288, 1137, 430, 1363]
women-safety-headline-2: ನಾಗಲಕ್ಷ್ಮೀ ಚೌದರಿ bbox=[771, 82, 845, 97]
raita-body-col5: ಬಳ್ಳಾರಿ,ಆ.27:ಕಂಪ್ಲಿ ತಾಲೂಕಿನ ಮಾರುತಿ ನಗರ ಮತ್ತು ರಾಮಸಾಗರ ಗ್ರಾಮಗಳಲ್ಲಿ ಕಳೆದ ಹಲವು ದಶಕಗಳಿಂದ ವಾಸಿಸುತ್ತಿರುವ ಬಡ ಕುಟುಂಬಗಳನ್ನು ಒಕ್ಕಲೆಬ್ಬಿಸುವ ಪಿತೂರಿ ನಡೆಯುತ್ತಿದ್ದು, ಈ ಕುರಿತು ಸರ್ಕಾರ ತನಿಖೆ ನಡೆಸಬೇಕೆಂದು ಕರ್ನಾಟಕ ಪ್ರಾಂತ ರೈತ ಸಂಘದ ಜಿಲ್ಲಾ ಸಮಿತಿ ಒತ್ತಾಯಿಸಿದೆ. ಸರ್ವೆ ನಂ 77-58 ರಲ್ಲಿ 135 ಹಾಗೂ ಇತರ ಸರ್ವೆಗಳ 43 ಎಕರೆ 178 ಬಡವರು, ಸುಮಾರು 291 ಎಕರೆ ಸರಕಾರಿ ಜಮೀನುಗಳನ್ನು ಸಾಗುವಳಿ ಮಾಡುತ್ತಾ ಬಂದಿರುವವರಿಗೆ ಹಕ್ಕುಪತ್ರ ನೀಡಬೇಕು. ಭೂಮಿಯನ್ನೇ ನಂಬಿ ಬದುಕುತ್ತಿರುವ ರೈತರ ಮೇಲೆ ದೌರ್ಜನ್ಯ ನಡೆಸಲಾಗುತ್ತಿದೆ. ಅಧಿಕಾರಿಗಳು ಭೂಮಾಲೀಕರ ಪರವಾಗಿ ವರ್ತಿಸುತ್ತಿದ್ದು, ಕಂದಾಯ ಇಲಾಖೆ ತಕ್ಷಣ ಮಧ್ಯಪ್ರವೇಶಿಸಿ ಬಡ ಕುಟುಂಬಗಳಿಗೆ ನ್ಯಾಯ ಒದಗಿಸಬೇಕು ಎಂದು ಆಗ್ರಹಿಸಿದರು. ಸ್ವಾತಂತ್ರ್ಯ ಪೂರ್ವ ದಿನಗಳಿಂದ ಈ ಭೂಮಿಯಲ್ಲಿ ಕೃಷಿ ಮಾಡುತ್ತಿರುವ ರೈತರಿಗೆ ಹಕ್ಕುಪತ್ರ ನೀಡದೆ ಸತಾಯಿಸಲಾಗುತ್ತಿದೆ. ಭೂ ಸುಧಾರಣಾ ಕಾಯ್ದೆ ಅನ್ವಯ ಸಾಗುವಳಿದಾರರಿಗೆ ಭೂಮಿ ನೀಡಬೇಕು. ಇಲ್ಲದಿದ್ದರೆ ಜಿಲ್ಲಾಧಿಕಾರಿ ಕಚೇರಿ ಎದುರು ಅನಿರ್ದಿಷ್ಟಾವಧಿ ಹೋರಾಟ ನಡೆಸಲಾಗುವುದು ಎಂದು ಎಚ್ಚರಿಕೆ ನೀಡಿದರು. ಪತ್ರಿಕಾಗೋಷ್ಠಿಯಲ್ಲಿ ಸಂಘದ ಪದಾಧಿಕಾರಿಗಳು ಹಾಗೂ ರೈತರು ಉಪಸ್ಥಿತರಿದ್ದರು. bbox=[586, 721, 694, 1050]
msp-headline-2: 8682 ರೂ. ಬೆಂಬಲ ಬೆಲೆಗೆ ನಿರ್ಧಾರ bbox=[647, 1088, 859, 1107]
main-body-col1: ಗದಗ, ಆಗಸ್ಟ 27: ಜಿಲ್ಲಾ ರಾಜ್ಯ ಸರಕಾರದ ವಿವಿಧ ಇಲಾಖೆಗಳ ಯೋಜನೆಗಳ ಅನುಷ್ಠಾನ ಕುರಿತು ಕಾರ್ಯಕ್ರಮಗಳ ಪ್ರಗತಿಯನ್ನು ಸಾಧಿಸಲು ಇಲಾಖಾ ಅಧಿಕಾರಿಗಳು ಕ್ರಿಯಾಶೀಲರಾಗಿ ಕಾರ್ಯನಿರ್ವಹಿಸಬೇಕೆಂದು ಜಿಲ್ಲಾ ಉಸ್ತುವಾರಿ ಕಾರ್ಯದರ್ಶಿ ರಮಣದೀಪ್ ಚೌಧರಿ ಅಧಿಕಾರಿಗಳಿಗೆ ಕಟ್ಟುನಿಟ್ಟಾಗಿ ಸೂಚಿಸಿದರು. ಜಿಲ್ಲಾ ಪಂಚಾಯತ್ ಸಭಾಂಗಣದಲ್ಲಿ ಸೋಮವಾರ ಜರುಗಿದ ಕರ್ನಾಟಕ ಅಭಿವೃದ್ಧಿ ಕಾರ್ಯಕ್ರಮಗಳ (ಕೆಡಿಪಿ) ಪ್ರಗತಿ ಪರಿಶೀಲನಾ ಸಭೆಯ ಅಧ್ಯಕ್ಷತೆ ವಹಿಸಿ ಅವರು ಮಾತನಾಡಿದರು. ಸರಕಾರದ ವಿವಿಧ ಯೋಜನೆಗಳ ಸೌಲಭ್ಯಗಳು ಅರ್ಹ ಫಲಾನುಭವಿಗಳಿಗೆ ತಲುಪಿಸುವ ನಿಟ್ಟಿನಲ್ಲಿ ಅಧಿಕಾರಿಗಳು ಪ್ರಾಮಾಣಿಕವಾಗಿ ಕೆಲಸ ನಿರ್ವಹಿಸಬೇಕು. ಸಾರ್ವಜನಿಕರ ದೂರುಗಳಿಗೆ ತಕ್ಷಣ ಸ್ಪಂದಿಸಬೇಕು. ಕೃಷಿ, ತೋಟಗಾರಿಕೆ, ಪಶುಸಂಗೋಪನೆ, ಆರೋಗ್ಯ, ಶಿಕ್ಷಣ ಇಲಾಖೆಗಳಲ್ಲಿ ಗುರಿ ಸಾಧನೆ ಕುರಿತು ಪರಿಶೀಲನೆ ನಡೆಸಿದರು. ಜಿಲ್ಲೆಯ ವಿವಿಧ ಭಾಗಗಳಲ್ಲಿ ಮಳೆಯಿಂದ ಹಾನಿಯಾದ bbox=[30, 263, 138, 523]
registration-marks bbox=[562, 1441, 622, 1460]
raita-body-col1: ಬಳ್ಳಾರಿ,ಆ.27:ಕಂಪ್ಲಿ ತಾಲೂಕಿನ ಮಾರುತಿ ನಗರ ಮತ್ತು ರಾಮಸಾಗರ ಗ್ರಾಮಗಳಲ್ಲಿ ಕಳೆದ ಹಲವು ದಶಕಗಳಿಂದ ವಾಸಿಸುತ್ತಿರುವ ಬಡ ಕುಟುಂಬಗಳನ್ನು ಒಕ್ಕಲೆಬ್ಬಿಸುವ ಪಿತೂರಿ ನಡೆಯುತ್ತಿದ್ದು, ಈ ಕುರಿತು ಸರ್ಕಾರ ತನಿಖೆ ನಡೆಸಬೇಕೆಂದು ಕರ್ನಾಟಕ ಪ್ರಾಂತ ರೈತ ಸಂಘದ ಜಿಲ್ಲಾ ಸಮಿತಿ ಒತ್ತಾಯಿಸಿದೆ. ಸರ್ವೆ ನಂ 77-58 ರಲ್ಲಿ 135 ಹಾಗೂ ಇತರ ಸರ್ವೆಗಳ 43 ಎಕರೆ 178 ಬಡವರು, ಸುಮಾರು 291 ಎಕರೆ bbox=[250, 616, 370, 717]
main-body-col4: ಗದಗ, ಆಗಸ್ಟ 27: ಜಿಲ್ಲಾ ರಾಜ್ಯ ಸರಕಾರದ ವಿವಿಧ ಇಲಾಖೆಗಳ ಯೋಜನೆಗಳ ಅನುಷ್ಠಾನ ಕುರಿತು ಕಾರ್ಯಕ್ರಮಗಳ ಪ್ರಗತಿಯನ್ನು ಸಾಧಿಸಲು ಇಲಾಖಾ ಅಧಿಕಾರಿಗಳು ಕ್ರಿಯಾಶೀಲರಾಗಿ ಕಾರ್ಯನಿರ್ವಹಿಸಬೇಕೆಂದು ಜಿಲ್ಲಾ ಉಸ್ತುವಾರಿ ಕಾರ್ಯದರ್ಶಿ ರಮಣದೀಪ್ ಚೌಧರಿ ಅಧಿಕಾರಿಗಳಿಗೆ ಕಟ್ಟುನಿಟ್ಟಾಗಿ ಸೂಚಿಸಿದರು. ಜಿಲ್ಲಾ ಪಂಚಾಯತ್ ಸಭಾಂಗಣದಲ್ಲಿ ಸೋಮವಾರ ಜರುಗಿದ ಕರ್ನಾಟಕ ಅಭಿವೃದ್ಧಿ ಕಾರ್ಯಕ್ರಮಗಳ (ಕೆಡಿಪಿ) ಪ್ರಗತಿ ಪರಿಶೀಲನಾ ಸಭೆಯ ಅಧ್ಯಕ್ಷತೆ ವಹಿಸಿ ಅವರು ಮಾತನಾಡಿದರು. ಸರಕಾರದ ವಿವಿಧ ಯೋಜನೆಗಳ ಸೌಲಭ್ಯಗಳು ಅರ್ಹ ಫಲಾನುಭವಿಗಳಿಗೆ ತಲುಪಿಸುವ ನಿಟ್ಟಿನಲ್ಲಿ ಅಧಿಕಾರಿಗಳು ಪ್ರಾಮಾಣಿಕವಾಗಿ ಕೆಲಸ ನಿರ್ವಹಿಸಬೇಕು. ಸಾರ್ವಜನಿಕರ ದೂರುಗಳಿಗೆ ತಕ್ಷಣ ಸ್ಪಂದಿಸಬೇಕು. ಕೃಷಿ, ತೋಟಗಾರಿಕೆ, ಪಶುಸಂಗೋಪನೆ, ಆರೋಗ್ಯ, ಶಿಕ್ಷಣ ಇಲಾಖೆಗಳಲ್ಲಿ ಗುರಿ ಸಾಧನೆ ಕುರಿತು ಪರಿಶೀಲನೆ ನಡೆಸಿದರು. ಜಿಲ್ಲೆಯ ವಿವಿಧ ಭಾಗಗಳಲ್ಲಿ ಮಳೆಯಿಂದ ಹಾನಿಯಾದ ಮನೆಗಳಿಗೆ ಪರಿಹಾರ ವಿತರಣೆ ಬಗ್ಗೆ ಮಾಹಿತಿ ಪಡೆದರು. ಜಿಲ್ಲಾ ಪಂಚಾಯತ್ ಮುಖ್ಯ ಕಾರ್ಯನಿರ್ವಾಹಕ ಅಧಿಕಾರಿ ಸೇರಿದಂತೆ ವಿವಿಧ ಇಲಾಖೆಗಳ ಅಧಿಕಾರಿಗಳು ಸಭೆಯಲ್ಲಿ ಹಾಜರಿದ್ದರು. ಬಿತ್ತನೆ ಬೀಜ ರಸಗೊಬ್ಬರ ದಾಸ್ತಾನು ಬಗ್ಗೆ ರೈತರಿಗೆ ಕೊರತೆಯಾಗದಂತೆ ಕ್ರಮ ವಹಿಸಬೇಕು ಎಂದು ತಿಳಿಸಿದರು. bbox=[350, 129, 448, 515]
page-number: 2 bbox=[58, 30, 72, 48]
msp-credit: (ಹಸಿರುಕ್ರಾಂತಿ ವಾರ್ತೆ) bbox=[637, 1114, 693, 1123]
date-english: Wednesday 28 August 2024 bbox=[75, 39, 201, 48]
water-supply-body: ಗದಗ, ಆಗಸ್ಟ 27 : ನಗರ ಬೆಟಗೇರಿ ಅವಳಿ ನಗರದ ಸಾರ್ವಜನಿಕರಿಗೆ ತಿಳಿಯಪಡಿಸುವುದೇನೆಂದರೆ ಆಗಸ್ಟ 28 ರಂದು ಈ ಕೆಳಗಿನ ಸ್ಥಳಗಳಿಗೆ ನೀರು ಪೂರೈಕೆ ಮಾಡಲಾಗುವುದು. ಸ್ಥಳಗಳ ವಿವರಣೆ: ವಾರ್ಡ 21, 22, 23 ವಿಜಯನಗರ ಶಾಲೆ, ಕಿಲ್ಲಾ ಓಣಿ, ಕಮತರ ಪ್ಲಾಟ, ಕುರುಬರ ಓಣಿ, ವಾಲ್ಮೀಕಿ ಭವನ, ಟಕಾರ ಕಂಪೌಂಡ, ರೈಲ್ವೆ ಸ್ಟೇಷನ್ ರಸ್ತೆ, ಗಾಂಧಿನಗರ, ಚನ್ನಪ್ಪನ ಹೊಂಡ ಮತ್ತು ಹಳೆ ಲೈನ, ಮೆಹರವಾಡೆ, ಸ್ಟಾಲ ಗಲ್ಲಿ 4 ಭಾಗಗಳು, ಜನತಾ ಪ್ಲಾಟ, ಪ್ಲಾಟ, ಅಕ್ಕಿ ಪ್ಲಾಟ, ಎಲಿಗಾರ ಪ್ಲಾಟ, ಶಿವಕೃಷ್ಣ ಕಾಲನಿ, ವಾರ್ಡ 10 ಮತ್ತು 11 ರೈಲ್ವೆ ಬ್ರಿಡ್ಜ ಹತ್ತಿರ, ವಾರ್ಡ 34 ಮತ್ತು 35 ಭಾಗಗಳು, ಹುಡ್ಕೋ ಕಾಲನಿ, ಬಾಪೂಜಿ ನಗರ, ಮಾರುತಿ ನಗರ, ವೀರೇಶ್ವರ ನಗರ, ಸಿದ್ಧಲಿಂಗ ನಗರ, ಹಳೆ ಬಸ್ ನಿಲ್ದಾಣ ಹತ್ತಿರದ ಪ್ರದೇಶಗಳಿಗೆ ನೀರು ಪೂರೈಕೆ ಮಾಡಲಾಗುವುದು ಎಂದು ನಗರಸಭೆ ಪೌರಾಯುಕ್ತರು ಪ್ರಕಟಣೆಯಲ್ಲಿ ತಿಳಿಸಿದ್ದಾರೆ. bbox=[702, 751, 916, 863]
raita-body-col2: ಬಳ್ಳಾರಿ,ಆ.27:ಕಂಪ್ಲಿ ತಾಲೂಕಿನ ಮಾರುತಿ ನಗರ ಮತ್ತು ರಾಮಸಾಗರ ಗ್ರಾಮಗಳಲ್ಲಿ ಕಳೆದ ಹಲವು ದಶಕಗಳಿಂದ ವಾಸಿಸುತ್ತಿರುವ ಬಡ ಕುಟುಂಬಗಳನ್ನು ಒಕ್ಕಲೆಬ್ಬಿಸುವ ಪಿತೂರಿ ನಡೆಯುತ್ತಿದ್ದು, ಈ ಕುರಿತು ಸರ್ಕಾರ ತನಿಖೆ ನಡೆಸಬೇಕೆಂದು ಕರ್ನಾಟಕ ಪ್ರಾಂತ ರೈತ ಸಂಘದ ಜಿಲ್ಲಾ ಸಮಿತಿ ಒತ್ತಾಯಿಸಿದೆ. ಸರ್ವೆ ನಂ 77-58 ರಲ್ಲಿ 135 ಹಾಗೂ ಇತರ ಸರ್ವೆಗಳ 43 ಎಕರೆ 178 ಬಡವರು, ಸುಮಾರು 291 ಎಕರೆ ಸರಕಾರಿ ಜಮೀನುಗಳನ್ನು ಸಾಗುವಳಿ ಮಾಡುತ್ತಾ ಬಂದಿರುವವರಿಗೆ ಹಕ್ಕುಪತ್ರ ನೀಡಬೇಕು. ಭೂಮಿಯನ್ನೇ ನಂಬಿ ಬದುಕುತ್ತಿರುವ ರೈತರ ಮೇಲೆ ದೌರ್ಜನ್ಯ ನಡೆಸಲಾಗುತ್ತಿದೆ. ಅಧಿಕಾರಿಗಳು ಭೂಮಾಲೀಕರ ಪರವಾಗಿ ವರ್ತಿಸುತ್ತಿದ್ದು, ಕಂದಾಯ ಇಲಾಖೆ ತಕ್ಷಣ ಮಧ್ಯಪ್ರವೇಶಿಸಿ ಬಡ ಕುಟುಂಬಗಳಿಗೆ ನ್ಯಾಯ ಒದಗಿಸಬೇಕು ಎಂದು ಆಗ್ರಹಿಸಿದರು. ಸ್ವಾತಂತ್ರ್ಯ ಪೂರ್ವ ದಿನಗಳಿಂದ ಈ ಭೂಮಿಯಲ್ಲಿ ಕೃಷಿ ಮಾಡುತ್ತಿರುವ ರೈತರಿಗೆ ಹಕ್ಕುಪತ್ರ ನೀಡದೆ ಸತಾಯಿಸಲಾಗುತ್ತಿದೆ. ಭೂ ಸುಧಾರಣಾ ಕಾಯ್ದೆ ಅನ್ವಯ ಸಾಗುವಳಿದಾರರಿಗೆ ಭೂಮಿ ನೀಡಬೇಕು. ಇಲ್ಲದಿದ್ದರೆ ಜಿಲ್ಲಾಧಿಕಾರಿ ಕಚೇರಿ ಎದುರು ಅನಿರ್ದಿಷ್ಟಾವಧಿ ಹೋರಾಟ ನಡೆಸಲಾಗುವುದು ಎಂದು ಎಚ್ಚರಿಕೆ ನೀಡಿದರು. ಪತ್ರಿಕಾಗೋಷ್ಠಿಯಲ್ಲಿ ಸಂಘದ ಪದಾಧಿಕಾರಿಗಳು ಹಾಗೂ ರೈತರು ಉಪಸ್ಥಿತರಿದ್ದರು. bbox=[250, 721, 358, 1050]
power-outage-credit: (ಹಸಿರುಕ್ರಾಂತಿ ವಾರ್ತೆ) bbox=[107, 562, 163, 571]
women-safety-headline-1: ಹೆಣ್ಣು ಮಕ್ಕಳ ಭದ್ರತೆ ಆದ್ಯತೆ ನೀಡಿ bbox=[740, 61, 876, 76]
gadag-banner: ಗದಗ ಜಿಲ್ಲಾ ಪಂಚಾಯತ್ bbox=[30, 128, 348, 158]
women-safety-credit: (ಹಸಿರುಕ್ರಾಂತಿ ವಾರ್ತೆ) bbox=[797, 216, 853, 225]
power-outage-body: ಹುಬ್ಬಳ್ಳಿ, ಆ.27: ನವಲಗುಂದದ 110 ಕೆವ್ಹಿ ವಿದ್ಯುತ್ ಉಪಕೇಂದ್ರದಲ್ಲಿ ಒಂದನೇ ತ್ರೈಮಾಸಿಕ ನಿರ್ವಹಣಾ ಕಾರ್ಯ ಹಮ್ಮಿಕೊಳ್ಳಲಾಗಿದೆ. ಆಗಸ್ಟ 28 ರಂದು ಬೆಳಿಗ್ಗೆ 10 ಗಂಟೆಯಿಂದ ಸಂಜೆ 4 ಗಂಟೆಯವರೆಗೆ ನವಲಗುಂದ, ಅಳಗವಾಡಿ, ಯಮನೂರ, ಶಾನವಾಡ, ಕುಮಾರಕೊಪ್ಪ, ಇಬ್ರಾಹಿಂಪುರ, ಕಡದಳ್ಳಿ, ಅಮರಗೋಳ, ಸೊಟಕನಾಳ, ತಲವಾಯಿ, ಬಳ್ಳೂರ, ಹನ್ನೊಂದು ನೀರು ಪೂರೈಕೆ ಹಾಗೂ ಸುತ್ತಲಿನ ಪ್ರದೇಶಗಳಲ್ಲಿ ವಿದ್ಯುತ್ ಸರಬರಾಜಿನಲ್ಲಿ ವ್ಯತ್ಯಯ ಉಂಟಾಗಲಿದೆ. ಗ್ರಾಹಕರು ಹೆಸ್ಕಾಂನೊಂದಿಗೆ ಸಹಕರಿಸಬೇಕೆಂದು ಹೆಸ್ಕಾಂ ಪ್ರಕಟಣೆ ತಿಳಿಸಿದೆ. bbox=[30, 576, 242, 654]
water-supply-credit: (ಹಸಿರುಕ್ರಾಂತಿ ವಾರ್ತೆ) bbox=[797, 738, 853, 747]
section-rule bbox=[700, 714, 916, 716]
kdp-meeting-photo bbox=[30, 158, 348, 246]
paper-name: ಹಸಿರು ಕ್ರಾಂತಿ bbox=[788, 29, 918, 49]
